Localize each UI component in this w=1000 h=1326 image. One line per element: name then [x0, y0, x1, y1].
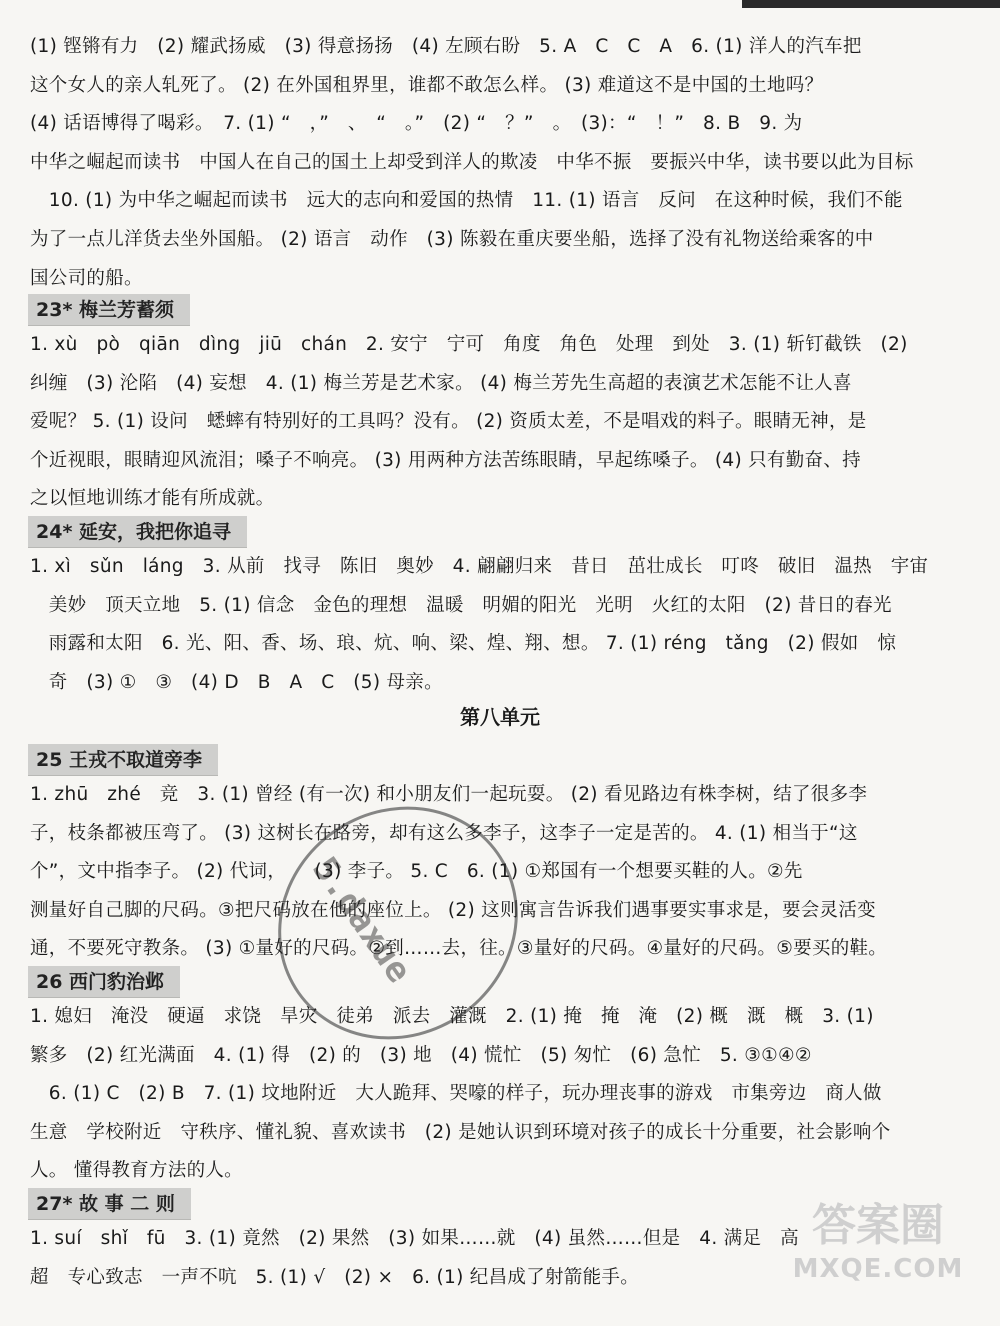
text-line: 雨露和太阳 6. 光、阳、香、场、琅、炕、响、梁、煌、翔、想。 7. (1) réng tǎng (2) 假如 惊	[30, 633, 897, 655]
logo-chars: 答案圈	[812, 1200, 944, 1251]
text-line: 之以恒地训练才能有所成就。	[30, 488, 275, 510]
section-header-23: 23* 梅兰芳蓄须	[28, 294, 190, 326]
text-line: 10. (1) 为中华之崛起而读书 远大的志向和爱国的热情 11. (1) 语言 反问 在这种时候，我们不能	[30, 190, 903, 212]
section-header-24: 24* 延安，我把你追寻	[28, 516, 247, 548]
text-line: 1. 媳妇 淹没 硬逼 求饶 旱灾 徒弟 派去 灌溉 2. (1) 掩 掩 淹 (2) 概 溉 概 3. (1)	[30, 1006, 874, 1027]
site-logo	[778, 1198, 978, 1308]
text-line: 1. xì sǔn láng 3. 从前 找寻 陈旧 奥妙 4. 翩翩归来 昔日 茁壮成长 叮咚 破旧 温热 宇宙	[30, 556, 929, 577]
text-line: 这个女人的亲人轧死了。 (2) 在外国租界里，谁都不敢怎么样。 (3) 难道这不是中国的土地吗？	[30, 74, 824, 96]
header-tab	[742, 0, 1000, 8]
text-line: 1. zhū zhé 竞 3. (1) 曾经 (有一次) 和小朋友们一起玩耍。 (2) 看见路边有株李树，结了很多李	[30, 784, 868, 805]
text-line: 个”，文中指李子。 (2) 代词， (3) 李子。 5. C 6. (1) ①郑国有一个想要买鞋的人。②先	[30, 861, 803, 883]
text-line: (1) 铿锵有力 (2) 耀武扬威 (3) 得意扬扬 (4) 左顾右盼 5. A C C A 6. (1) 洋人的汽车把	[30, 36, 862, 57]
text-line: 生意 学校附近 守秩序、懂礼貌、喜欢读书 (2) 是她认识到环境对孩子的成长十分重要，社会影响个	[30, 1121, 891, 1143]
text-line: 1. suí shǐ fū 3. (1) 竟然 (2) 果然 (3) 如果……就 (4) 虽然……但是 4. 满足 高	[30, 1228, 799, 1249]
text-line: 6. (1) C (2) B 7. (1) 坟地附近 大人跪拜、哭嚎的样子，玩办理丧事的游戏 市集旁边 商人做	[30, 1083, 882, 1105]
intro-paragraph	[0, 28, 1000, 298]
text-line: 奇 (3) ① ③ (4) D B A C (5) 母亲。	[30, 671, 443, 693]
text-line: (4) 话语博得了喝彩。 7. (1) “ ，” 、 “ 。” (2) “ ？” 。 (3)：“ ！” 8. B 9. 为	[30, 113, 803, 135]
text-line: 人。 懂得教育方法的人。	[30, 1160, 243, 1182]
section-body-26	[0, 998, 1000, 1191]
text-line: 子，枝条都被压弯了。 (3) 这树长在路旁，却有这么多李子，这李子一定是苦的。 4. (1) 相当于“这	[30, 822, 858, 844]
section-body-23	[0, 326, 1000, 519]
text-line: 为了一点儿洋货去坐外国船。 (2) 语言 动作 (3) 陈毅在重庆要坐船，选择了没有礼物送给乘客的中	[30, 228, 874, 250]
text-line: 国公司的船。	[30, 267, 143, 289]
logo-url: MXQE.COM	[792, 1254, 964, 1284]
text-line: 超 专心致志 一声不吭 5. (1) √ (2) × 6. (1) 纪昌成了射箭能手。	[30, 1266, 640, 1288]
text-line: 纠缠 (3) 沦陷 (4) 妄想 4. (1) 梅兰芳是艺术家。 (4) 梅兰芳先生高超的表演艺术怎能不让人喜	[30, 372, 852, 394]
section-header-27: 27* 故 事 二 则	[28, 1188, 191, 1220]
text-line: 爱呢？ 5. (1) 设问 蟋蟀有特别好的工具吗？没有。 (2) 资质太差，不是唱戏的料子。眼睛无神，是	[30, 411, 867, 433]
section-body-24	[0, 548, 1000, 702]
text-line: 美妙 顶天立地 5. (1) 信念 金色的理想 温暖 明媚的阳光 光明 火红的太阳 (2) 昔日的春光	[30, 594, 892, 616]
stamp-watermark-text: 5.daxue	[304, 849, 420, 991]
text-line: 繁多 (2) 红光满面 4. (1) 得 (2) 的 (3) 地 (4) 慌忙 (5) 匆忙 (6) 急忙 5. ③①④②	[30, 1044, 812, 1066]
text-line: 个近视眼，眼睛迎风流泪；嗓子不响亮。 (3) 用两种方法苦练眼睛，早起练嗓子。 (4) 只有勤奋、持	[30, 449, 861, 471]
text-line: 通，不要死守教条。 (3) ①量好的尺码。②到……去，往。③量好的尺码。④量好的尺码。⑤要买的鞋。	[30, 938, 888, 960]
section-header-26: 26 西门豹治邺	[28, 966, 180, 998]
text-line: 中华之崛起而读书 中国人在自己的国土上却受到洋人的欺凌 中华不振 要振兴中华，读书要以此为目标	[30, 151, 914, 173]
text-line: 测量好自己脚的尺码。③把尺码放在他的座位上。 (2) 这则寓言告诉我们遇事要实事求是，要会灵活变	[30, 899, 876, 921]
section-header-25: 25 王戎不取道旁李	[28, 744, 218, 776]
unit-title: 第八单元	[460, 705, 540, 729]
text-line: 1. xù pò qiān dìng jiū chán 2. 安宁 宁可 角度 角色 处理 到处 3. (1) 斩钉截铁 (2)	[30, 334, 908, 355]
